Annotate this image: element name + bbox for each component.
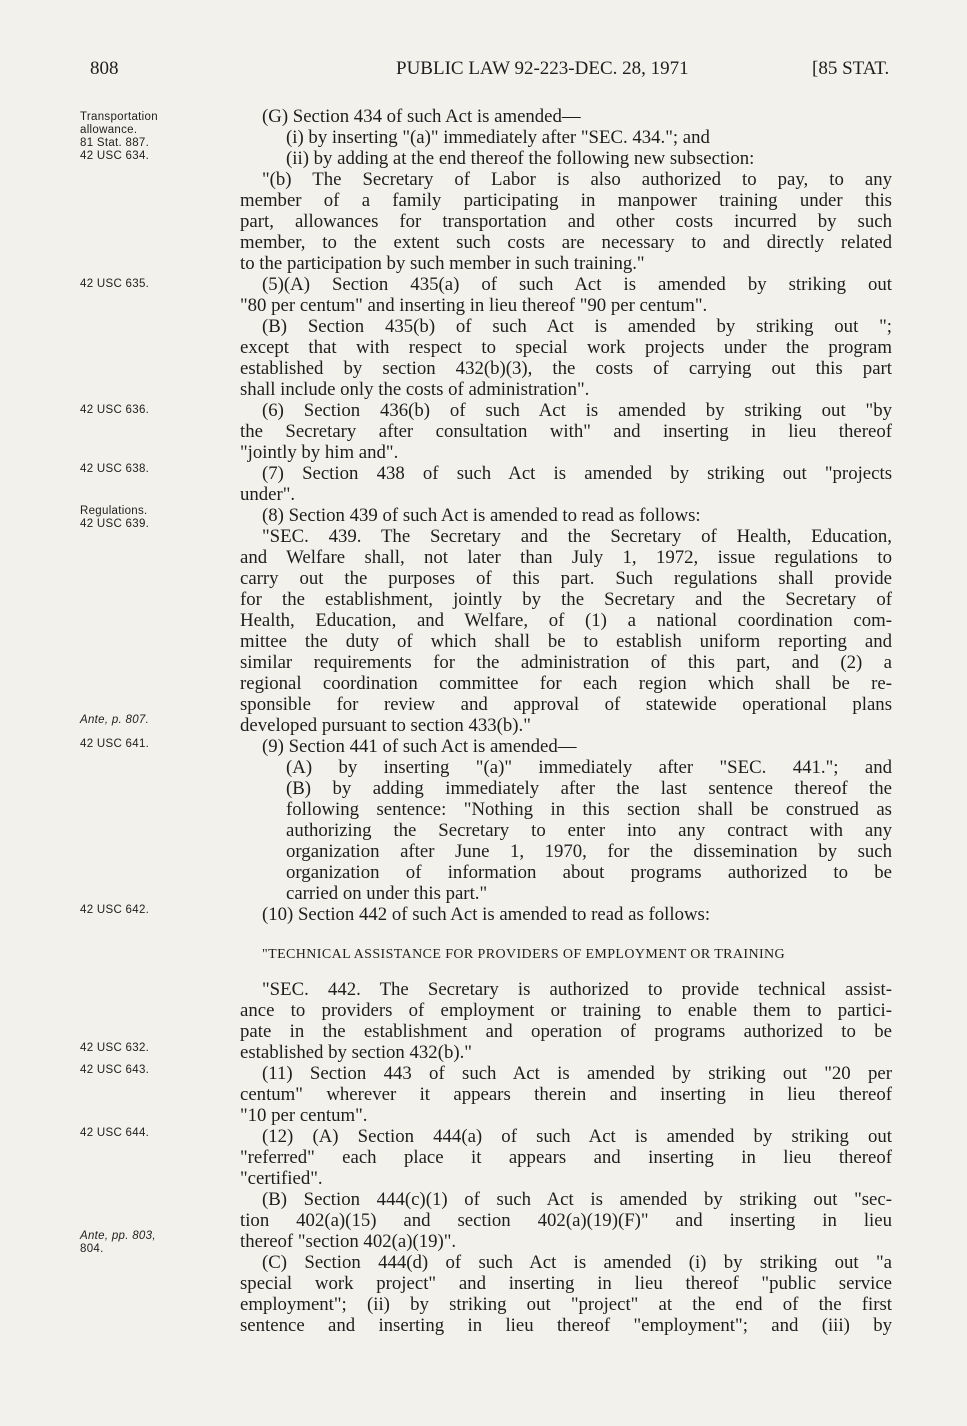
- body-line: authorizing the Secretary to enter into any contract with any: [286, 820, 892, 841]
- body-line: (G) Section 434 of such Act is amended—: [262, 106, 581, 127]
- body-line: (9) Section 441 of such Act is amended—: [262, 736, 577, 757]
- body-line: sentence and inserting in lieu thereof "employment"; and (iii) by: [240, 1315, 892, 1336]
- margin-note: 42 USC 635.: [80, 278, 150, 290]
- margin-note: Ante, pp. 803, 804.: [80, 1230, 156, 1255]
- body-line: "jointly by him and".: [240, 442, 399, 463]
- body-line: (B) Section 444(c)(1) of such Act is amended by striking out "sec-: [262, 1189, 892, 1210]
- body-line: Health, Education, and Welfare, of (1) a national coordination com-: [240, 610, 892, 631]
- body-line: "80 per centum" and inserting in lieu thereof "90 per centum".: [240, 295, 708, 316]
- body-line: (11) Section 443 of such Act is amended by striking out "20 per: [262, 1063, 892, 1084]
- body-line: to the participation by such member in such training.": [240, 253, 645, 274]
- body-line: the Secretary after consultation with" and inserting in lieu thereof: [240, 421, 892, 442]
- margin-note: 42 USC 641.: [80, 738, 150, 750]
- body-line: member, to the extent such costs are necessary to and directly related: [240, 232, 892, 253]
- body-line: following sentence: "Nothing in this section shall be construed as: [286, 799, 892, 820]
- body-line: "certified".: [240, 1168, 323, 1189]
- body-line: established by section 432(b)(3), the costs of carrying out this part: [240, 358, 892, 379]
- body-line: carry out the purposes of this part. Such regulations shall provide: [240, 568, 892, 589]
- margin-note: Transportation allowance. 81 Stat. 887. 42 USC 634.: [80, 111, 158, 162]
- margin-note: 42 USC 636.: [80, 404, 150, 416]
- body-line: (12) (A) Section 444(a) of such Act is amended by striking out: [262, 1126, 892, 1147]
- body-line: except that with respect to special work projects under the program: [240, 337, 892, 358]
- body-line: carried on under this part.": [286, 883, 488, 904]
- body-line: (5)(A) Section 435(a) of such Act is amended by striking out: [262, 274, 892, 295]
- running-header: [0, 58, 967, 84]
- body-line: ance to providers of employment or training to enable them to partici-: [240, 1000, 892, 1021]
- body-line: (8) Section 439 of such Act is amended to read as follows:: [262, 505, 701, 526]
- body-line: organization after June 1, 1970, for the dissemination by such: [286, 841, 892, 862]
- body-line: "SEC. 439. The Secretary and the Secretary of Health, Education,: [262, 526, 892, 547]
- page-number: 808: [90, 58, 119, 79]
- margin-note: Ante, p. 807.: [80, 714, 150, 726]
- margin-note: 42 USC 638.: [80, 463, 150, 475]
- body-line: (ii) by adding at the end thereof the following new subsection:: [286, 148, 755, 169]
- body-line: (A) by inserting "(a)" immediately after "SEC. 441."; and: [286, 757, 892, 778]
- body-line: (i) by inserting "(a)" immediately after "SEC. 434."; and: [286, 127, 710, 148]
- body-line: mittee the duty of which shall be to establish uniform reporting and: [240, 631, 892, 652]
- body-line: "10 per centum".: [240, 1105, 368, 1126]
- body-line: (10) Section 442 of such Act is amended to read as follows:: [262, 904, 711, 925]
- section-heading: "TECHNICAL ASSISTANCE FOR PROVIDERS OF EMPLOYMENT OR TRAINING: [262, 947, 786, 962]
- margin-note: 42 USC 632.: [80, 1042, 150, 1054]
- body-line: (B) Section 435(b) of such Act is amended by striking out ";: [262, 316, 892, 337]
- page-title: PUBLIC LAW 92-223-DEC. 28, 1971: [396, 58, 689, 79]
- body-line: organization of information about programs authorized to be: [286, 862, 892, 883]
- body-line: member of a family participating in manpower training under this: [240, 190, 892, 211]
- body-line: established by section 432(b).": [240, 1042, 472, 1063]
- body-line: under".: [240, 484, 296, 505]
- body-line: "SEC. 442. The Secretary is authorized to provide technical assist-: [262, 979, 892, 1000]
- body-line: pate in the establishment and operation of programs authorized to be: [240, 1021, 892, 1042]
- body-line: "referred" each place it appears and inserting in lieu thereof: [240, 1147, 892, 1168]
- body-line: sponsible for review and approval of statewide operational plans: [240, 694, 892, 715]
- body-line: shall include only the costs of administration".: [240, 379, 590, 400]
- margin-note: 42 USC 642.: [80, 904, 150, 916]
- body-line: thereof "section 402(a)(19)".: [240, 1231, 457, 1252]
- body-line: (B) by adding immediately after the last sentence thereof the: [286, 778, 892, 799]
- body-line: centum" wherever it appears therein and inserting in lieu thereof: [240, 1084, 892, 1105]
- body-line: employment"; (ii) by striking out "project" at the end of the first: [240, 1294, 892, 1315]
- body-line: and Welfare shall, not later than July 1, 1972, issue regulations to: [240, 547, 892, 568]
- margin-note: 42 USC 643.: [80, 1064, 150, 1076]
- body-line: regional coordination committee for each region which shall be re-: [240, 673, 892, 694]
- body-line: (6) Section 436(b) of such Act is amended by striking out "by: [262, 400, 892, 421]
- body-line: developed pursuant to section 433(b).": [240, 715, 531, 736]
- body-line: tion 402(a)(15) and section 402(a)(19)(F)" and inserting in lieu: [240, 1210, 892, 1231]
- body-line: (C) Section 444(d) of such Act is amended (i) by striking out "a: [262, 1252, 892, 1273]
- margin-note: Regulations. 42 USC 639.: [80, 505, 150, 530]
- margin-note: 42 USC 644.: [80, 1127, 150, 1139]
- body-line: special work project" and inserting in lieu thereof "public service: [240, 1273, 892, 1294]
- body-line: for the establishment, jointly by the Secretary and the Secretary of: [240, 589, 892, 610]
- statute-reference: [85 STAT.: [812, 58, 890, 79]
- body-line: "(b) The Secretary of Labor is also authorized to pay, to any: [262, 169, 892, 190]
- body-line: (7) Section 438 of such Act is amended by striking out "projects: [262, 463, 892, 484]
- body-line: similar requirements for the administration of this part, and (2) a: [240, 652, 892, 673]
- body-line: part, allowances for transportation and other costs incurred by such: [240, 211, 892, 232]
